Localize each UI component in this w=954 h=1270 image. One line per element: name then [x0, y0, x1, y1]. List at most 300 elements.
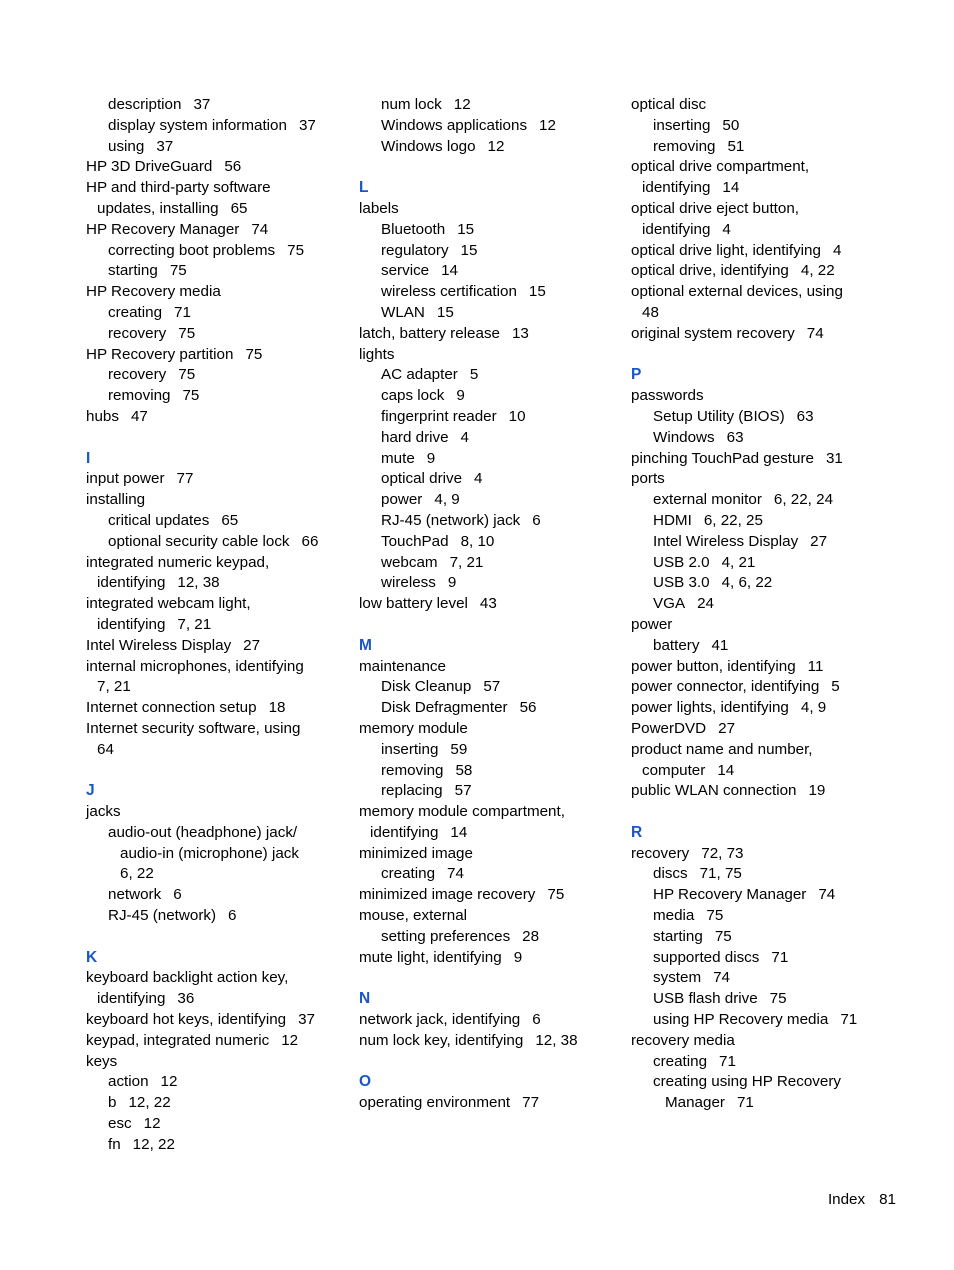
index-page-ref: 12	[487, 137, 505, 155]
index-subentry	[631, 490, 893, 511]
index-term: keyboard backlight action key,	[86, 969, 289, 987]
index-subentry	[359, 116, 621, 137]
index-term: Setup Utility (BIOS)	[653, 407, 785, 425]
index-page-ref: 4	[460, 428, 469, 446]
index-term: Windows applications	[381, 116, 528, 134]
index-entry	[86, 469, 348, 490]
index-term: optical disc	[631, 96, 707, 113]
index-page-ref: 56	[224, 158, 242, 176]
index-entry	[359, 324, 621, 345]
index-page-ref: 63	[796, 407, 814, 425]
index-letter-heading: I	[86, 449, 91, 467]
index-entry	[86, 698, 348, 719]
index-page-ref: 7, 21	[449, 553, 484, 571]
index-page-ref: 8, 10	[460, 532, 495, 550]
index-page-ref: 4, 22	[800, 262, 835, 280]
index-page-ref: 24	[697, 595, 714, 613]
index-subentry	[86, 1135, 348, 1156]
index-subentry	[359, 386, 621, 407]
index-entry-continuation	[631, 1093, 893, 1114]
index-entry-continuation	[86, 615, 348, 636]
index-page-ref: 75	[714, 927, 732, 945]
index-page-ref: 5	[469, 366, 479, 384]
index-term: public WLAN connection	[631, 782, 797, 800]
index-term: identifying	[642, 179, 711, 197]
index-entry	[86, 220, 348, 241]
index-page-ref: 4, 9	[434, 491, 460, 509]
index-page-ref: 71	[719, 1052, 736, 1070]
index-subentry	[359, 407, 621, 428]
index-subentry	[631, 553, 893, 574]
index-subentry	[359, 761, 621, 782]
index-subentry	[359, 781, 621, 802]
index-page-ref: 4	[832, 241, 842, 259]
index-page-ref: 75	[547, 886, 565, 904]
index-page-ref: 57	[454, 782, 472, 800]
index-subentry	[86, 324, 348, 345]
index-term: Disk Cleanup	[381, 678, 472, 696]
index-term: keyboard hot keys, identifying	[86, 1011, 287, 1029]
index-subentry	[359, 677, 621, 698]
index-term: RJ-45 (network) jack	[381, 511, 521, 529]
index-page-ref: 4	[722, 220, 731, 238]
index-page-ref: 50	[722, 116, 740, 134]
index-page-ref: 4	[474, 470, 483, 488]
index-subentry	[359, 511, 621, 532]
index-term: Disk Defragmenter	[381, 699, 508, 717]
index-page-ref: 71	[771, 948, 789, 966]
index-term: HP Recovery media	[86, 283, 221, 301]
index-subentry	[631, 428, 893, 449]
index-subentry	[631, 407, 893, 428]
index-subentry	[359, 95, 621, 116]
index-page-ref: 6	[228, 907, 237, 925]
index-entry	[86, 1052, 348, 1073]
index-subentry	[86, 1072, 348, 1093]
index-subentry	[86, 95, 348, 116]
index-entry	[86, 178, 348, 199]
index-term: HDMI	[653, 511, 692, 529]
index-subentry	[631, 968, 893, 989]
index-term: integrated numeric keypad,	[86, 553, 270, 571]
index-page-ref: 12, 22	[128, 1094, 171, 1112]
index-term: HP Recovery Manager	[653, 886, 807, 904]
index-term: Windows logo	[381, 137, 476, 155]
index-subentry	[631, 927, 893, 948]
index-page-ref: 14	[717, 761, 735, 779]
index-term: USB 3.0	[653, 574, 710, 592]
index-term: using HP Recovery media	[653, 1011, 829, 1029]
index-page-ref: 75	[706, 907, 724, 925]
index-subentry	[631, 116, 893, 137]
index-entry	[86, 594, 348, 615]
index-term: starting	[108, 262, 158, 280]
index-term: caps lock	[381, 387, 445, 405]
index-entry	[359, 1010, 621, 1031]
index-term: mouse, external	[359, 907, 468, 925]
index-entry	[359, 199, 621, 220]
index-term: battery	[653, 636, 700, 654]
index-term: description	[108, 96, 182, 113]
index-page-ref: 65	[221, 511, 239, 529]
index-page-ref: 14	[441, 262, 459, 280]
index-term: recovery media	[631, 1031, 735, 1049]
index-entry-continuation	[631, 220, 893, 241]
index-subentry	[86, 823, 348, 844]
index-entry	[86, 1010, 348, 1031]
index-term: product name and number,	[631, 740, 813, 758]
index-page-ref: 59	[450, 740, 468, 758]
index-term: supported discs	[653, 948, 760, 966]
index-term: creating	[108, 303, 163, 321]
index-entry-continuation	[631, 761, 893, 782]
index-term: optional security cable lock	[108, 532, 290, 550]
index-term: optical drive light, identifying	[631, 241, 821, 259]
index-page-ref: 65	[230, 199, 248, 217]
index-term: original system recovery	[631, 324, 795, 342]
index-letter-heading: R	[631, 823, 643, 841]
index-entry	[359, 885, 621, 906]
index-subentry	[359, 220, 621, 241]
index-page-ref: 6	[532, 1011, 541, 1029]
index-term: AC adapter	[381, 366, 458, 384]
index-term: power	[631, 615, 673, 633]
index-term: removing	[108, 387, 171, 405]
index-page-ref: 47	[130, 407, 148, 425]
index-page-ref: 74	[818, 886, 836, 904]
index-subentry	[359, 740, 621, 761]
index-term: Manager	[665, 1094, 725, 1112]
index-term: network	[108, 886, 162, 904]
index-column-2	[359, 95, 621, 1114]
index-term: audio-out (headphone) jack/	[108, 823, 298, 841]
index-subentry	[86, 365, 348, 386]
index-page-ref: 71	[840, 1011, 858, 1029]
index-term: b	[108, 1094, 117, 1112]
index-subentry	[86, 303, 348, 324]
index-term: optical drive compartment,	[631, 158, 810, 176]
index-entry	[86, 1031, 348, 1052]
index-subentry	[631, 989, 893, 1010]
index-term: Internet security software, using	[86, 719, 301, 737]
index-page-ref: 74	[251, 220, 269, 238]
index-term: RJ-45 (network)	[108, 907, 217, 925]
index-subentry	[631, 573, 893, 594]
index-entry-continuation	[86, 740, 348, 761]
index-term: identifying	[642, 220, 711, 238]
index-term: HP Recovery Manager	[86, 220, 240, 238]
index-entry-continuation	[359, 823, 621, 844]
index-term: fn	[108, 1135, 121, 1153]
index-term: keypad, integrated numeric	[86, 1031, 270, 1049]
index-term: 7, 21	[97, 678, 131, 696]
index-term: updates, installing	[97, 199, 219, 217]
index-entry	[631, 1031, 893, 1052]
index-page-ref: 4, 6, 22	[721, 574, 773, 592]
index-page-ref: 74	[447, 865, 464, 883]
index-page-ref: 12	[281, 1031, 299, 1049]
index-term: identifying	[97, 990, 166, 1008]
index-page-ref: 37	[156, 137, 174, 155]
index-subentry	[359, 490, 621, 511]
footer-label: Index	[827, 1191, 866, 1208]
index-term: starting	[653, 927, 703, 945]
index-term: latch, battery release	[359, 324, 500, 342]
index-entry	[359, 1093, 621, 1114]
index-entry	[631, 199, 893, 220]
index-page-ref: 71	[174, 303, 191, 321]
index-page-ref: 27	[718, 719, 736, 737]
index-term: removing	[653, 137, 716, 155]
index-page-ref: 12, 38	[535, 1031, 578, 1049]
index-page-ref: 4, 9	[800, 699, 827, 717]
index-letter-heading: K	[86, 948, 98, 966]
index-page-ref: 9	[426, 449, 436, 467]
index-subentry	[631, 636, 893, 657]
index-entry	[359, 719, 621, 740]
index-page-ref: 71, 75	[699, 865, 742, 883]
index-term: pinching TouchPad gesture	[631, 449, 814, 467]
index-entry	[86, 719, 348, 740]
index-page-ref: 9	[456, 387, 465, 405]
index-term: internal microphones, identifying	[86, 657, 304, 675]
index-page-ref: 9	[513, 948, 523, 966]
index-term: num lock	[381, 96, 442, 113]
index-page-ref: 19	[808, 782, 826, 800]
index-term: identifying	[97, 574, 166, 592]
index-page-ref: 66	[301, 532, 319, 550]
index-page-ref: 37	[193, 96, 211, 113]
index-page-ref: 27	[810, 532, 828, 550]
index-term: identifying	[97, 615, 166, 633]
index-page-ref: 6, 22, 24	[773, 491, 834, 509]
index-term: system	[653, 969, 702, 987]
index-term: replacing	[381, 782, 443, 800]
index-column-3	[631, 95, 893, 1114]
index-entry	[631, 677, 893, 698]
index-entry	[359, 345, 621, 366]
index-term: identifying	[370, 823, 439, 841]
index-term: Windows	[653, 428, 715, 446]
index-term: fingerprint reader	[381, 407, 497, 425]
index-subentry	[359, 428, 621, 449]
index-term: esc	[108, 1115, 132, 1133]
index-entry	[631, 282, 893, 303]
index-entry	[631, 740, 893, 761]
index-subentry	[359, 927, 621, 948]
index-term: mute	[381, 449, 415, 467]
index-page-ref: 77	[176, 470, 194, 488]
index-page-ref: 56	[519, 699, 537, 717]
index-subentry	[631, 594, 893, 615]
index-page-ref: 14	[450, 823, 468, 841]
index-term: recovery	[108, 366, 167, 384]
index-page-ref: 72, 73	[701, 844, 744, 862]
index-term: inserting	[653, 116, 711, 134]
index-term: USB 2.0	[653, 553, 710, 571]
index-term: installing	[86, 491, 146, 509]
index-page-ref: 43	[479, 595, 497, 613]
index-term: power button, identifying	[631, 657, 796, 675]
index-subentry	[631, 137, 893, 158]
index-page-ref: 28	[522, 927, 540, 945]
index-page-ref: 36	[177, 990, 195, 1008]
index-term: regulatory	[381, 241, 449, 259]
index-letter-heading: O	[359, 1073, 372, 1091]
index-page-ref: 9	[447, 574, 457, 592]
index-page-ref: 75	[178, 324, 196, 342]
index-entry	[631, 241, 893, 262]
index-page-ref: 12, 38	[177, 574, 220, 592]
index-page-ref: 75	[178, 366, 196, 384]
index-term: maintenance	[359, 657, 446, 675]
index-subentry	[86, 241, 348, 262]
index-page-ref: 18	[268, 699, 286, 717]
index-entry	[359, 1031, 621, 1052]
index-entry	[631, 719, 893, 740]
index-page-ref: 15	[528, 283, 546, 301]
index-term: HP and third-party software	[86, 179, 271, 197]
index-entry-continuation	[86, 844, 348, 865]
index-letter-heading: M	[359, 636, 372, 654]
index-term: ports	[631, 470, 665, 488]
index-term: WLAN	[381, 303, 425, 321]
index-subentry	[359, 469, 621, 490]
index-entry	[86, 157, 348, 178]
index-subentry	[359, 532, 621, 553]
index-subentry	[359, 864, 621, 885]
index-column-1	[86, 95, 348, 1156]
index-term: lights	[359, 345, 395, 363]
index-term: audio-in (microphone) jack	[120, 844, 299, 862]
index-entry	[86, 968, 348, 989]
index-term: VGA	[653, 595, 686, 613]
index-term: 48	[642, 303, 659, 321]
index-term: optional external devices, using	[631, 283, 843, 301]
index-term: labels	[359, 199, 399, 217]
index-subentry	[631, 532, 893, 553]
index-entry	[359, 844, 621, 865]
index-entry	[631, 386, 893, 407]
index-term: num lock key, identifying	[359, 1031, 524, 1049]
index-page-ref: 74	[806, 324, 824, 342]
index-entry	[631, 781, 893, 802]
index-subentry	[631, 864, 893, 885]
index-page-ref: 15	[460, 241, 478, 259]
index-entry	[359, 948, 621, 969]
index-term: network jack, identifying	[359, 1011, 521, 1029]
index-term: minimized image recovery	[359, 886, 536, 904]
index-term: PowerDVD	[631, 719, 707, 737]
index-subentry	[86, 116, 348, 137]
index-page-ref: 37	[298, 1011, 315, 1029]
index-entry	[86, 490, 348, 511]
index-page-ref: 75	[245, 345, 263, 363]
index-subentry	[631, 906, 893, 927]
index-page-ref: 75	[169, 262, 187, 280]
index-entry-continuation	[631, 178, 893, 199]
index-term: recovery	[108, 324, 167, 342]
index-term: hard drive	[381, 428, 449, 446]
index-page-ref: 12	[539, 116, 556, 134]
index-term: creating	[381, 865, 436, 883]
index-term: input power	[86, 470, 165, 488]
index-entry	[359, 657, 621, 678]
index-page-ref: 13	[511, 324, 529, 342]
index-subentry	[359, 553, 621, 574]
index-page-ref: 5	[831, 678, 840, 696]
index-subentry	[86, 511, 348, 532]
index-term: memory module	[359, 719, 468, 737]
index-term: keys	[86, 1052, 118, 1070]
index-subentry	[631, 948, 893, 969]
index-entry	[631, 449, 893, 470]
index-page-ref: 6, 22, 25	[703, 511, 763, 529]
index-entry	[631, 261, 893, 282]
index-page-ref: 12	[160, 1073, 178, 1091]
index-term: critical updates	[108, 511, 210, 529]
index-term: 6, 22	[120, 865, 154, 883]
index-subentry	[631, 1052, 893, 1073]
index-page-ref: 74	[713, 969, 731, 987]
index-term: computer	[642, 761, 706, 779]
index-term: operating environment	[359, 1094, 511, 1112]
index-term: optical drive, identifying	[631, 262, 789, 280]
index-entry	[86, 553, 348, 574]
index-letter-heading: J	[86, 782, 95, 800]
index-subentry	[86, 1114, 348, 1135]
index-term: power connector, identifying	[631, 678, 820, 696]
index-term: optical drive eject button,	[631, 199, 800, 217]
index-subentry	[631, 1072, 893, 1093]
index-subentry	[631, 1010, 893, 1031]
index-page-ref: 75	[769, 990, 787, 1008]
index-page-ref: 75	[182, 387, 200, 405]
index-subentry	[86, 532, 348, 553]
index-page-ref: 58	[455, 761, 473, 779]
index-term: display system information	[108, 116, 287, 134]
index-page-ref: 6	[532, 511, 541, 529]
index-entry	[631, 698, 893, 719]
index-subentry	[359, 137, 621, 158]
index-term: integrated webcam light,	[86, 595, 251, 613]
index-subentry	[359, 573, 621, 594]
index-entry	[86, 345, 348, 366]
index-term: discs	[653, 865, 688, 883]
index-page-ref: 6	[173, 886, 182, 904]
index-entry	[86, 636, 348, 657]
index-page-ref: 63	[726, 428, 744, 446]
index-subentry	[359, 282, 621, 303]
index-term: 64	[97, 740, 114, 758]
index-subentry	[86, 261, 348, 282]
index-term: HP 3D DriveGuard	[86, 158, 213, 176]
index-term: inserting	[381, 740, 439, 758]
index-letter-heading: P	[631, 366, 642, 384]
index-term: external monitor	[653, 491, 762, 509]
index-entry-continuation	[86, 199, 348, 220]
index-term: USB flash drive	[653, 990, 758, 1008]
index-page-ref: 31	[825, 449, 843, 467]
index-page-ref: 10	[508, 407, 526, 425]
index-page-ref: 14	[722, 179, 740, 197]
index-letter-heading: L	[359, 179, 369, 197]
index-page-ref: 71	[736, 1094, 754, 1112]
index-term: Intel Wireless Display	[653, 532, 799, 550]
index-page-ref: 4, 21	[721, 553, 756, 571]
index-entry	[359, 802, 621, 823]
index-term: correcting boot problems	[108, 241, 276, 259]
